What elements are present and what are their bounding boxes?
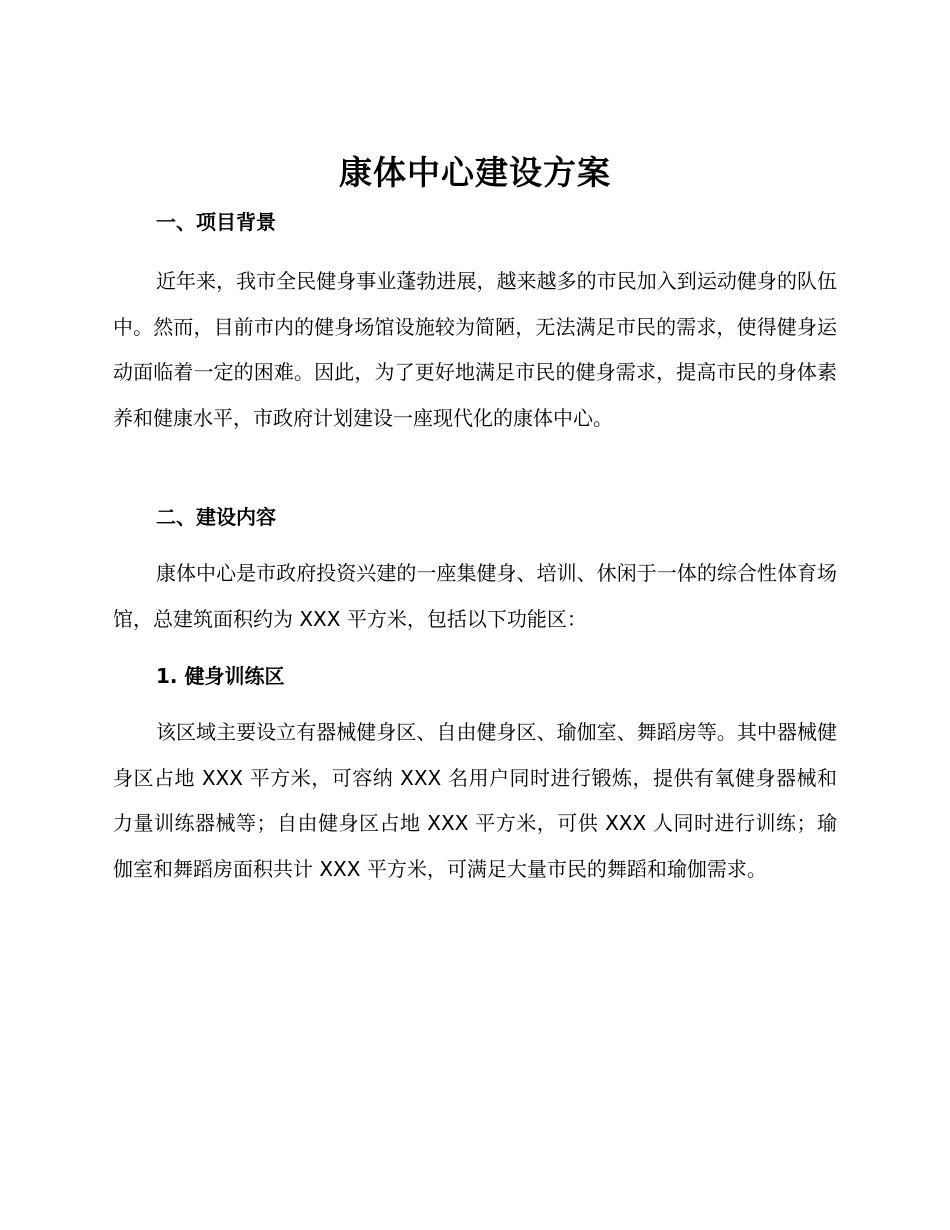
section-paragraph-background: 近年来，我市全民健身事业蓬勃进展，越来越多的市民加入到运动健身的队伍中。然而，目前市内的健身场馆设施较为简陋，无法满足市民的需求，使得健身运动面临着一定的困难。因此，为了更好地满足市民的健身需求，提高市民的身体素养和健康水平，市政府计划建设一座现代化的康体中心。 [113, 269, 837, 430]
section-heading-construction: 二、建设内容 [156, 505, 276, 529]
subsection-heading-fitness-area: 1. 健身训练区 [156, 664, 285, 688]
section-heading-background: 一、项目背景 [156, 210, 276, 234]
document-title: 康体中心建设方案 [339, 153, 611, 192]
section-paragraph-construction: 康体中心是市政府投资兴建的一座集健身、培训、休闲于一体的综合性体育场馆，总建筑面积约为 XXX 平方米，包括以下功能区： [113, 561, 837, 631]
subsection-paragraph-fitness-area: 该区域主要设立有器械健身区、自由健身区、瑜伽室、舞蹈房等。其中器械健身区占地 XXX 平方米，可容纳 XXX 名用户同时进行锻炼，提供有氧健身器械和力量训练器械等；自由健身区占地 XXX 平方米，可供 XXX 人同时进行训练；瑜伽室和舞蹈房面积共计 XXX 平方米，可满足大量市民的舞蹈和瑜伽需求。 [113, 720, 837, 881]
